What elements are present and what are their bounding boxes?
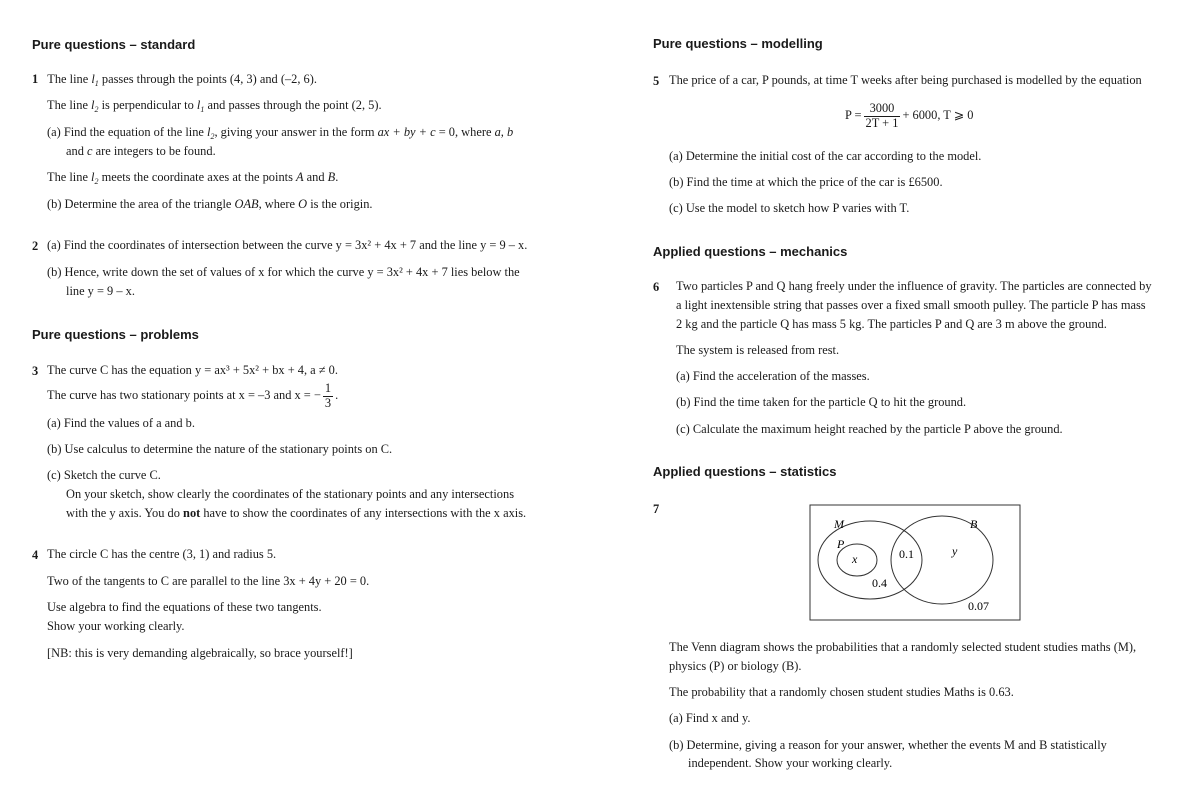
venn-value-x: x (852, 552, 858, 566)
subscript: 2 (94, 105, 99, 114)
q5-part-a: (a) Determine the initial cost of the car according to the model. (669, 149, 982, 163)
q1-text: and passes through the point (2, 5). (204, 98, 382, 112)
heading-pure-standard: Pure questions – standard (32, 37, 196, 52)
fraction (323, 382, 333, 410)
q2-part-b: (b) Hence, write down the set of values of x for which the curve y = 3x² + 4x + 7 lies below the (47, 265, 520, 279)
q4-line3: Use algebra to find the equations of these two tangents. (47, 600, 322, 614)
heading-pure-modelling: Pure questions – modelling (653, 36, 823, 51)
heading-applied-mechanics: Applied questions – mechanics (653, 244, 848, 259)
q3-text: . (335, 387, 339, 402)
q6-part-a: (a) Find the acceleration of the masses. (676, 369, 870, 383)
q3-part-c-line2 (66, 507, 526, 519)
subscript: 2 (94, 177, 99, 186)
q4-line1: The circle C has the centre (3, 1) and radius 5. (47, 547, 277, 561)
q7-part-b: (b) Determine, giving a reason for your answer, whether the events M and B statistically (669, 738, 1107, 752)
q2-part-a: (a) Find the coordinates of intersection between the curve y = 3x² + 4x + 7 and the line y = 9 – x. (47, 238, 528, 252)
point-label: A (296, 170, 304, 184)
question-number: 2 (32, 239, 39, 253)
line-symbol: l (91, 170, 95, 184)
q6-line4: The system is released from rest. (676, 343, 840, 357)
q1-text: , giving your answer in the form (214, 125, 378, 139)
q1-text: . (335, 170, 339, 184)
equation-rhs: + 6000, T ⩾ 0 (902, 107, 974, 122)
line-symbol: l (91, 98, 95, 112)
q1-form: ax + by + c (377, 125, 436, 139)
q5-equation (845, 102, 973, 130)
line-symbol: l (196, 98, 201, 112)
q1-text: and (303, 170, 328, 184)
q1-part-a-cont (66, 145, 216, 157)
q3-part-c-line1: On your sketch, show clearly the coordinates of the stationary points and any intersections (66, 487, 515, 501)
q3-line1: The curve C has the equation y = ax³ + 5x² + bx + 4, a ≠ 0. (47, 363, 338, 377)
venn-value-m-and-b: 0.1 (899, 547, 914, 561)
q7-line3: The probability that a randomly chosen student studies Maths is 0.63. (669, 685, 1014, 699)
q3-text: with the y axis. You do (66, 506, 184, 520)
q3-part-c: (c) Sketch the curve C. (47, 468, 161, 482)
q1-vars: a, b (494, 125, 514, 139)
q3-part-b: (b) Use calculus to determine the nature of the stationary points on C. (47, 442, 393, 456)
q1-text: is the origin. (307, 197, 373, 211)
q1-text: The line (47, 98, 92, 112)
venn-label-p: P (837, 537, 845, 551)
venn-value-y: y (952, 544, 958, 558)
q1-var: c (87, 144, 93, 158)
q1-text: (b) Determine the area of the triangle (47, 197, 235, 211)
q1-text: is perpendicular to (98, 98, 197, 112)
subscript: 2 (210, 132, 215, 141)
point-label: O (298, 197, 308, 211)
venn-diagram (808, 504, 1022, 622)
heading-applied-statistics: Applied questions – statistics (653, 464, 837, 479)
question-1 (32, 73, 317, 88)
line-symbol: l (91, 72, 95, 86)
q1-text: meets the coordinate axes at the points (98, 170, 296, 184)
q3-part-a: (a) Find the values of a and b. (47, 416, 195, 430)
fraction (864, 102, 901, 130)
fraction-denominator: 2T + 1 (865, 115, 899, 130)
q6-line2: a light inextensible string that passes over a fixed small smooth pulley. The particle P has mass (676, 298, 1146, 312)
q3-line2 (47, 382, 338, 410)
question-number: 4 (32, 548, 39, 562)
q4-line2: Two of the tangents to C are parallel to the line 3x + 4y + 20 = 0. (47, 574, 370, 588)
q2-part-b-cont: line y = 9 – x. (66, 284, 135, 298)
q6-line1: Two particles P and Q hang freely under the influence of gravity. The particles are connected by (676, 279, 1152, 293)
venn-label-b: B (970, 517, 978, 531)
question-number: 5 (653, 74, 660, 88)
q7-line1: The Venn diagram shows the probabilities that a randomly selected student studies maths (M), (669, 640, 1137, 654)
fraction-denominator: 3 (324, 395, 332, 410)
q1-text: The line (47, 170, 92, 184)
q1-meet (47, 171, 338, 186)
fraction-numerator: 3000 (864, 102, 901, 117)
q1-part-a (47, 126, 513, 141)
venn-value-outside: 0.07 (968, 599, 989, 613)
subscript: 1 (94, 79, 99, 88)
q6-line3: 2 kg and the particle Q has mass 5 kg. The particles P and Q are 3 m above the ground. (676, 317, 1107, 331)
q1-text: are integers to be found. (92, 144, 216, 158)
venn-value-m-only: 0.4 (872, 576, 887, 590)
fraction-numerator: 1 (324, 381, 332, 395)
q1-text: (a) Find the equation of the line (47, 125, 208, 139)
q4-line4: Show your working clearly. (47, 619, 185, 633)
q1-text: The line (47, 72, 92, 86)
question-number: 6 (653, 280, 660, 294)
equation-lhs: P = (845, 107, 862, 122)
q1-line2 (47, 99, 382, 114)
q1-part-b (47, 198, 373, 210)
question-number: 7 (653, 502, 660, 516)
q1-text: passes through the points (4, 3) and (–2, 6). (98, 72, 317, 86)
question-number: 3 (32, 364, 39, 378)
q4-note: [NB: this is very demanding algebraically, so brace yourself!] (47, 646, 353, 660)
triangle-label: OAB (234, 197, 259, 211)
subscript: 1 (200, 105, 205, 114)
q6-part-c: (c) Calculate the maximum height reached by the particle P above the ground. (676, 422, 1063, 436)
venn-label-m: M (834, 517, 844, 531)
heading-pure-problems: Pure questions – problems (32, 327, 199, 342)
q5-part-b: (b) Find the time at which the price of the car is £6500. (669, 175, 943, 189)
q7-part-b-cont: independent. Show your working clearly. (688, 756, 893, 770)
q6-part-b: (b) Find the time taken for the particle Q to hit the ground. (676, 395, 967, 409)
q5-line1: The price of a car, P pounds, at time T weeks after being purchased is modelled by the equation (669, 73, 1142, 87)
q7-line2: physics (P) or biology (B). (669, 659, 802, 673)
q3-text: The curve has two stationary points at x = –3 and x = − (47, 387, 321, 402)
q1-text: and (66, 144, 87, 158)
line-symbol: l (207, 125, 211, 139)
q5-part-c: (c) Use the model to sketch how P varies with T. (669, 201, 910, 215)
q1-text: = 0, where (435, 125, 495, 139)
question-number: 1 (32, 72, 39, 86)
q3-text: have to show the coordinates of any intersections with the x axis. (200, 506, 527, 520)
q1-text: , where (258, 197, 299, 211)
q7-part-a: (a) Find x and y. (669, 711, 751, 725)
emphasis-not: not (183, 506, 201, 520)
point-label: B (327, 170, 336, 184)
